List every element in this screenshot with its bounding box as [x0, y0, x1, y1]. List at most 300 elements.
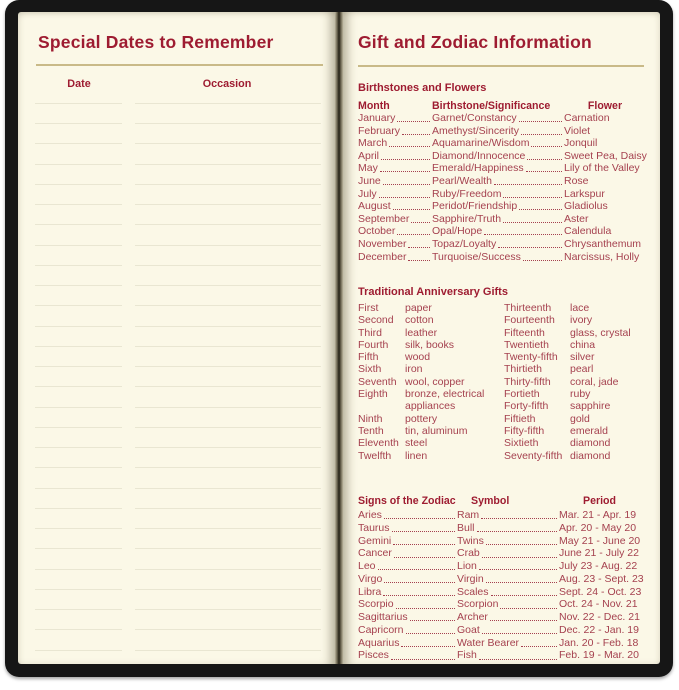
- month-name: January: [358, 112, 396, 124]
- dot-leader: [384, 518, 455, 519]
- birthstone-name: Peridot/Friendship: [432, 200, 518, 213]
- occasion-line: [135, 408, 321, 428]
- dot-leader: [527, 159, 562, 160]
- zodiac-row: [358, 637, 646, 650]
- anniversary-gift: iron: [405, 363, 423, 376]
- dot-leader: [378, 569, 455, 570]
- zodiac-sign: Aries: [358, 509, 382, 521]
- date-line: [35, 225, 122, 245]
- anniversary-gift: wool, copper: [405, 375, 465, 388]
- dot-leader: [394, 557, 455, 558]
- date-line: [35, 428, 122, 448]
- zodiac-sign: Virgo: [358, 572, 383, 585]
- birthstone-name: Amethyst/Sincerity: [432, 124, 519, 137]
- birthstone-name: Diamond/Innocence: [432, 149, 526, 162]
- anniversary-table: [358, 302, 646, 462]
- anniversary-gift: ivory: [570, 314, 593, 327]
- right-page-title: Gift and Zodiac Information: [358, 32, 592, 52]
- month-name: April: [358, 149, 380, 162]
- dot-leader: [397, 121, 430, 122]
- birthstone-name: Ruby/Freedom: [432, 187, 502, 200]
- birthstone-name: Sapphire/Truth: [432, 212, 502, 225]
- month-name: February: [358, 124, 401, 137]
- anniversary-gift: emerald: [570, 424, 608, 437]
- zodiac-sign: Pisces: [358, 649, 389, 662]
- dot-leader: [393, 209, 430, 210]
- anniversary-ordinal: Seventh: [358, 375, 397, 388]
- zodiac-row: [358, 522, 646, 535]
- dot-leader: [397, 234, 430, 235]
- birthstone-name: Aquamarine/Wisdom: [432, 137, 530, 150]
- zodiac-row: [358, 611, 646, 624]
- zodiac-sign: Capricorn: [358, 623, 404, 636]
- birthstone-name: Emerald/Happiness: [432, 162, 524, 175]
- anniversary-ordinal: Seventy-fifth: [504, 449, 563, 462]
- zodiac-symbol: Fish: [457, 649, 477, 662]
- birthstones-table: [358, 112, 646, 263]
- occasion-line: [135, 306, 321, 326]
- dot-leader: [503, 197, 562, 198]
- blank-row: [18, 185, 335, 205]
- dot-leader: [521, 646, 557, 647]
- dot-leader: [482, 557, 557, 558]
- occasion-line: [135, 246, 321, 266]
- open-pages: [18, 12, 660, 664]
- birthstone-row: [358, 188, 646, 201]
- occasion-line: [135, 144, 321, 164]
- blank-entry-rows: [18, 84, 335, 651]
- occasion-line: [135, 387, 321, 407]
- dot-leader: [523, 260, 562, 261]
- occasion-line: [135, 448, 321, 468]
- dot-leader: [481, 518, 557, 519]
- blank-row: [18, 529, 335, 549]
- flower-name: Gladiolus: [564, 200, 608, 213]
- flower-name: Jonquil: [564, 137, 598, 150]
- anniversary-gift: cotton: [405, 314, 434, 327]
- anniversary-ordinal: Fifty-fifth: [504, 424, 545, 437]
- birthstone-row: [358, 112, 646, 125]
- anniversary-ordinal: Fifteenth: [504, 326, 545, 339]
- zodiac-period: May 21 - June 20: [559, 534, 641, 547]
- blank-row: [18, 590, 335, 610]
- date-line: [35, 327, 122, 347]
- blank-row: [18, 104, 335, 124]
- planner-cover: [5, 0, 673, 677]
- zodiac-period: Oct. 24 - Nov. 21: [559, 598, 638, 611]
- anniversary-ordinal: Eighth: [358, 388, 388, 401]
- occasion-line: [135, 286, 321, 306]
- blank-row: [18, 306, 335, 326]
- zodiac-symbol: Scales: [457, 585, 489, 598]
- anniversary-gift: tin, aluminum: [405, 424, 468, 437]
- blank-row: [18, 630, 335, 650]
- zodiac-row: [358, 547, 646, 560]
- blank-row: [18, 509, 335, 529]
- dot-leader: [381, 159, 430, 160]
- dot-leader: [490, 620, 557, 621]
- occasion-line: [135, 225, 321, 245]
- zodiac-period: Dec. 22 - Jan. 19: [559, 623, 639, 636]
- dot-leader: [408, 260, 430, 261]
- date-line: [35, 468, 122, 488]
- zodiac-symbol: Virgin: [457, 572, 484, 585]
- birthstones-table-header: [358, 100, 646, 112]
- dot-leader: [491, 595, 557, 596]
- blank-row: [18, 367, 335, 387]
- zodiac-symbol: Crab: [457, 547, 480, 560]
- birthstone-row: [358, 238, 646, 251]
- birthstone-row: [358, 125, 646, 138]
- anniversary-ordinal: Second: [358, 314, 394, 327]
- date-line: [35, 185, 122, 205]
- zodiac-symbol: Scorpion: [457, 598, 499, 611]
- month-name: September: [358, 212, 410, 225]
- birthstone-name: Opal/Hope: [432, 225, 483, 238]
- anniversary-gift: wood: [405, 351, 431, 364]
- zodiac-period-column-header: Period: [583, 495, 616, 507]
- date-line: [35, 549, 122, 569]
- dot-leader: [521, 134, 562, 135]
- anniversary-ordinal: Fifth: [358, 351, 379, 364]
- birthstone-row: [358, 200, 646, 213]
- occasion-line: [135, 630, 321, 650]
- blank-row: [18, 225, 335, 245]
- zodiac-sign: Cancer: [358, 547, 392, 560]
- birthstone-row: [358, 137, 646, 150]
- anniversary-ordinal: Ninth: [358, 412, 383, 425]
- left-page: [18, 12, 335, 664]
- birthstone-row: [358, 162, 646, 175]
- dot-leader: [519, 209, 562, 210]
- dot-leader: [380, 171, 430, 172]
- anniversary-left-column: [358, 302, 504, 462]
- anniversary-ordinal: Thirty-fifth: [504, 375, 551, 388]
- birthstone-row: [358, 213, 646, 226]
- dot-leader: [486, 544, 557, 545]
- date-line: [35, 387, 122, 407]
- dot-leader: [526, 171, 562, 172]
- anniversary-gift: glass, crystal: [570, 326, 631, 339]
- dot-leader: [503, 222, 562, 223]
- date-line: [35, 529, 122, 549]
- anniversary-ordinal: Tenth: [358, 424, 384, 437]
- flower-name: Violet: [564, 124, 591, 137]
- date-line: [35, 367, 122, 387]
- zodiac-period: Nov. 22 - Dec. 21: [559, 611, 640, 623]
- zodiac-row: [358, 649, 646, 662]
- left-title-rule: [36, 64, 323, 66]
- blank-row: [18, 327, 335, 347]
- zodiac-sign: Scorpio: [358, 598, 394, 611]
- dot-leader: [396, 608, 455, 609]
- date-line: [35, 165, 122, 185]
- occasion-line: [135, 428, 321, 448]
- occasion-line: [135, 165, 321, 185]
- anniversary-gift: lace: [570, 302, 590, 314]
- anniversary-gift: bronze, electrical appliances: [405, 388, 485, 413]
- occasion-line: [135, 610, 321, 630]
- zodiac-sign: Leo: [358, 560, 376, 572]
- anniversary-gift: diamond: [570, 437, 611, 450]
- date-line: [35, 347, 122, 367]
- date-line: [35, 306, 122, 326]
- anniversary-gift: china: [570, 338, 596, 351]
- anniversary-gift: gold: [570, 412, 590, 425]
- blank-row: [18, 408, 335, 428]
- zodiac-sign-column-header: Signs of the Zodiac: [358, 495, 456, 507]
- occasion-line: [135, 84, 321, 104]
- blank-row: [18, 286, 335, 306]
- anniversary-ordinal: Forty-fifth: [504, 400, 549, 413]
- zodiac-period: July 23 - Aug. 22: [559, 560, 638, 572]
- blank-row: [18, 347, 335, 367]
- zodiac-row: [358, 535, 646, 548]
- blank-row: [18, 428, 335, 448]
- anniversary-right-column: [504, 302, 646, 462]
- month-column-header: Month: [358, 100, 390, 112]
- zodiac-symbol-column-header: Symbol: [471, 495, 510, 507]
- dot-leader: [410, 620, 455, 621]
- dot-leader: [531, 146, 562, 147]
- month-name: May: [358, 162, 378, 175]
- birthstone-row: [358, 225, 646, 238]
- anniversary-ordinal: Third: [358, 326, 382, 339]
- dot-leader: [383, 184, 430, 185]
- blank-row: [18, 246, 335, 266]
- flower-name: Calendula: [564, 225, 612, 238]
- date-line: [35, 590, 122, 610]
- occasion-line: [135, 327, 321, 347]
- blank-row: [18, 387, 335, 407]
- anniversary-gift: pearl: [570, 363, 594, 376]
- dot-leader: [392, 531, 455, 532]
- zodiac-sign: Gemini: [358, 534, 392, 547]
- anniversary-ordinal: Twelfth: [358, 449, 392, 462]
- anniversary-gift: steel: [405, 437, 428, 450]
- anniversary-ordinal: Thirtieth: [504, 363, 542, 376]
- date-line: [35, 246, 122, 266]
- dot-leader: [411, 222, 430, 223]
- anniversary-gift: sapphire: [570, 400, 611, 413]
- flower-name: Carnation: [564, 112, 610, 124]
- birthstone-name: Pearl/Wealth: [432, 174, 492, 187]
- anniversary-ordinal: Fiftieth: [504, 412, 536, 425]
- date-line: [35, 286, 122, 306]
- flower-name: Larkspur: [564, 187, 605, 200]
- zodiac-sign: Aquarius: [358, 636, 400, 649]
- occasion-line: [135, 489, 321, 509]
- flower-name: Aster: [564, 212, 589, 225]
- zodiac-sign: Sagittarius: [358, 611, 408, 623]
- dot-leader: [500, 608, 557, 609]
- dot-leader: [391, 659, 455, 660]
- right-page-content: [358, 12, 646, 664]
- anniversary-gift: silk, books: [405, 338, 455, 351]
- dot-leader: [383, 595, 455, 596]
- page-gutter: [335, 12, 343, 664]
- dot-leader: [393, 544, 455, 545]
- occasion-line: [135, 590, 321, 610]
- blank-row: [18, 489, 335, 509]
- date-line: [35, 104, 122, 124]
- zodiac-symbol: Lion: [457, 560, 477, 572]
- anniversary-gift: coral, jade: [570, 375, 619, 388]
- occasion-line: [135, 266, 321, 286]
- dot-leader: [408, 247, 430, 248]
- blank-row: [18, 468, 335, 488]
- birthstone-name: Garnet/Constancy: [432, 112, 517, 124]
- birthstone-column-header: Birthstone/Significance: [432, 100, 551, 112]
- zodiac-symbol: Twins: [457, 534, 484, 547]
- anniversary-gift: pottery: [405, 412, 438, 425]
- anniversary-ordinal: Fortieth: [504, 388, 540, 401]
- zodiac-symbol: Bull: [457, 521, 475, 534]
- month-name: June: [358, 174, 381, 187]
- zodiac-sign: Taurus: [358, 521, 390, 534]
- zodiac-table-header: [358, 495, 646, 507]
- occasion-line: [135, 185, 321, 205]
- blank-row: [18, 266, 335, 286]
- dot-leader: [389, 146, 430, 147]
- occasion-line: [135, 570, 321, 590]
- occasion-line: [135, 104, 321, 124]
- flower-name: Lily of the Valley: [564, 162, 640, 175]
- month-name: December: [358, 250, 407, 263]
- date-line: [35, 610, 122, 630]
- zodiac-period: Aug. 23 - Sept. 23: [559, 572, 644, 585]
- flower-name: Narcissus, Holly: [564, 250, 640, 263]
- blank-row: [18, 448, 335, 468]
- date-line: [35, 509, 122, 529]
- anniversary-ordinal: First: [358, 302, 379, 314]
- blank-row: [18, 549, 335, 569]
- zodiac-symbol: Goat: [457, 623, 480, 636]
- dot-leader: [477, 531, 557, 532]
- occasion-column-header: Occasion: [202, 78, 252, 90]
- birthstone-row: [358, 150, 646, 163]
- birthstone-row: [358, 175, 646, 188]
- zodiac-row: [358, 560, 646, 573]
- occasion-line: [135, 509, 321, 529]
- anniversary-gift: linen: [405, 449, 428, 462]
- flower-column-header: Flower: [587, 100, 623, 112]
- dot-leader: [482, 633, 557, 634]
- anniversary-ordinal: Fourteenth: [504, 314, 555, 327]
- anniversary-gift: paper: [405, 302, 432, 314]
- zodiac-period: Feb. 19 - Mar. 20: [559, 649, 639, 662]
- date-line: [35, 144, 122, 164]
- dot-leader: [498, 247, 562, 248]
- zodiac-period: Mar. 21 - Apr. 19: [559, 509, 637, 521]
- dot-leader: [519, 121, 562, 122]
- anniversary-gift: diamond: [570, 449, 611, 462]
- flower-name: Chrysanthemum: [564, 237, 642, 250]
- zodiac-symbol: Ram: [457, 509, 480, 521]
- date-line: [35, 266, 122, 286]
- date-column-header: Date: [67, 78, 91, 90]
- blank-row: [18, 144, 335, 164]
- occasion-line: [135, 347, 321, 367]
- zodiac-period: Apr. 20 - May 20: [559, 521, 637, 534]
- zodiac-symbol: Archer: [457, 611, 488, 623]
- flower-name: Rose: [564, 174, 589, 187]
- dot-leader: [484, 234, 562, 235]
- dot-leader: [479, 659, 557, 660]
- dot-leader: [406, 633, 455, 634]
- blank-row: [18, 205, 335, 225]
- zodiac-period: Jan. 20 - Feb. 18: [559, 636, 639, 649]
- date-line: [35, 570, 122, 590]
- left-page-title: Special Dates to Remember: [38, 32, 274, 52]
- anniversary-heading: Traditional Anniversary Gifts: [358, 286, 508, 298]
- right-page: [343, 12, 660, 664]
- zodiac-row: [358, 624, 646, 637]
- dot-leader: [494, 184, 562, 185]
- date-line: [35, 205, 122, 225]
- zodiac-row: [358, 509, 646, 522]
- occasion-line: [135, 367, 321, 387]
- birthstones-heading: Birthstones and Flowers: [358, 82, 487, 94]
- zodiac-sign: Libra: [358, 585, 382, 598]
- anniversary-gift: leather: [405, 326, 438, 339]
- dot-leader: [402, 134, 430, 135]
- dot-leader: [384, 582, 455, 583]
- anniversary-ordinal: Twenty-fifth: [504, 351, 558, 364]
- occasion-line: [135, 529, 321, 549]
- dot-leader: [379, 197, 430, 198]
- blank-row: [18, 124, 335, 144]
- zodiac-table: [358, 509, 646, 662]
- date-line: [35, 408, 122, 428]
- right-title-rule: [358, 65, 644, 67]
- birthstone-row: [358, 251, 646, 264]
- anniversary-ordinal: Eleventh: [358, 437, 399, 450]
- zodiac-row: [358, 573, 646, 586]
- blank-row: [18, 165, 335, 185]
- month-name: March: [358, 137, 388, 150]
- blank-row: [18, 610, 335, 630]
- date-line: [35, 630, 122, 650]
- date-line: [35, 124, 122, 144]
- occasion-line: [135, 124, 321, 144]
- zodiac-period: Sept. 24 - Oct. 23: [559, 585, 642, 598]
- anniversary-gift: silver: [570, 351, 595, 364]
- dot-leader: [486, 582, 557, 583]
- date-line: [35, 448, 122, 468]
- month-name: November: [358, 237, 407, 250]
- dot-leader: [479, 569, 557, 570]
- anniversary-ordinal: Sixtieth: [504, 437, 539, 450]
- dot-leader: [401, 646, 455, 647]
- occasion-line: [135, 549, 321, 569]
- zodiac-row: [358, 598, 646, 611]
- occasion-line: [135, 468, 321, 488]
- date-line: [35, 489, 122, 509]
- month-name: August: [358, 200, 391, 213]
- occasion-line: [135, 205, 321, 225]
- birthstone-name: Topaz/Loyalty: [432, 237, 497, 250]
- birthstone-name: Turquoise/Success: [432, 250, 521, 263]
- zodiac-row: [358, 586, 646, 599]
- zodiac-period: June 21 - July 22: [559, 547, 639, 560]
- anniversary-gift: ruby: [570, 388, 591, 401]
- blank-row: [18, 84, 335, 104]
- zodiac-symbol: Water Bearer: [457, 636, 520, 649]
- anniversary-ordinal: Twentieth: [504, 338, 549, 351]
- blank-row: [18, 570, 335, 590]
- anniversary-ordinal: Thirteenth: [504, 302, 552, 314]
